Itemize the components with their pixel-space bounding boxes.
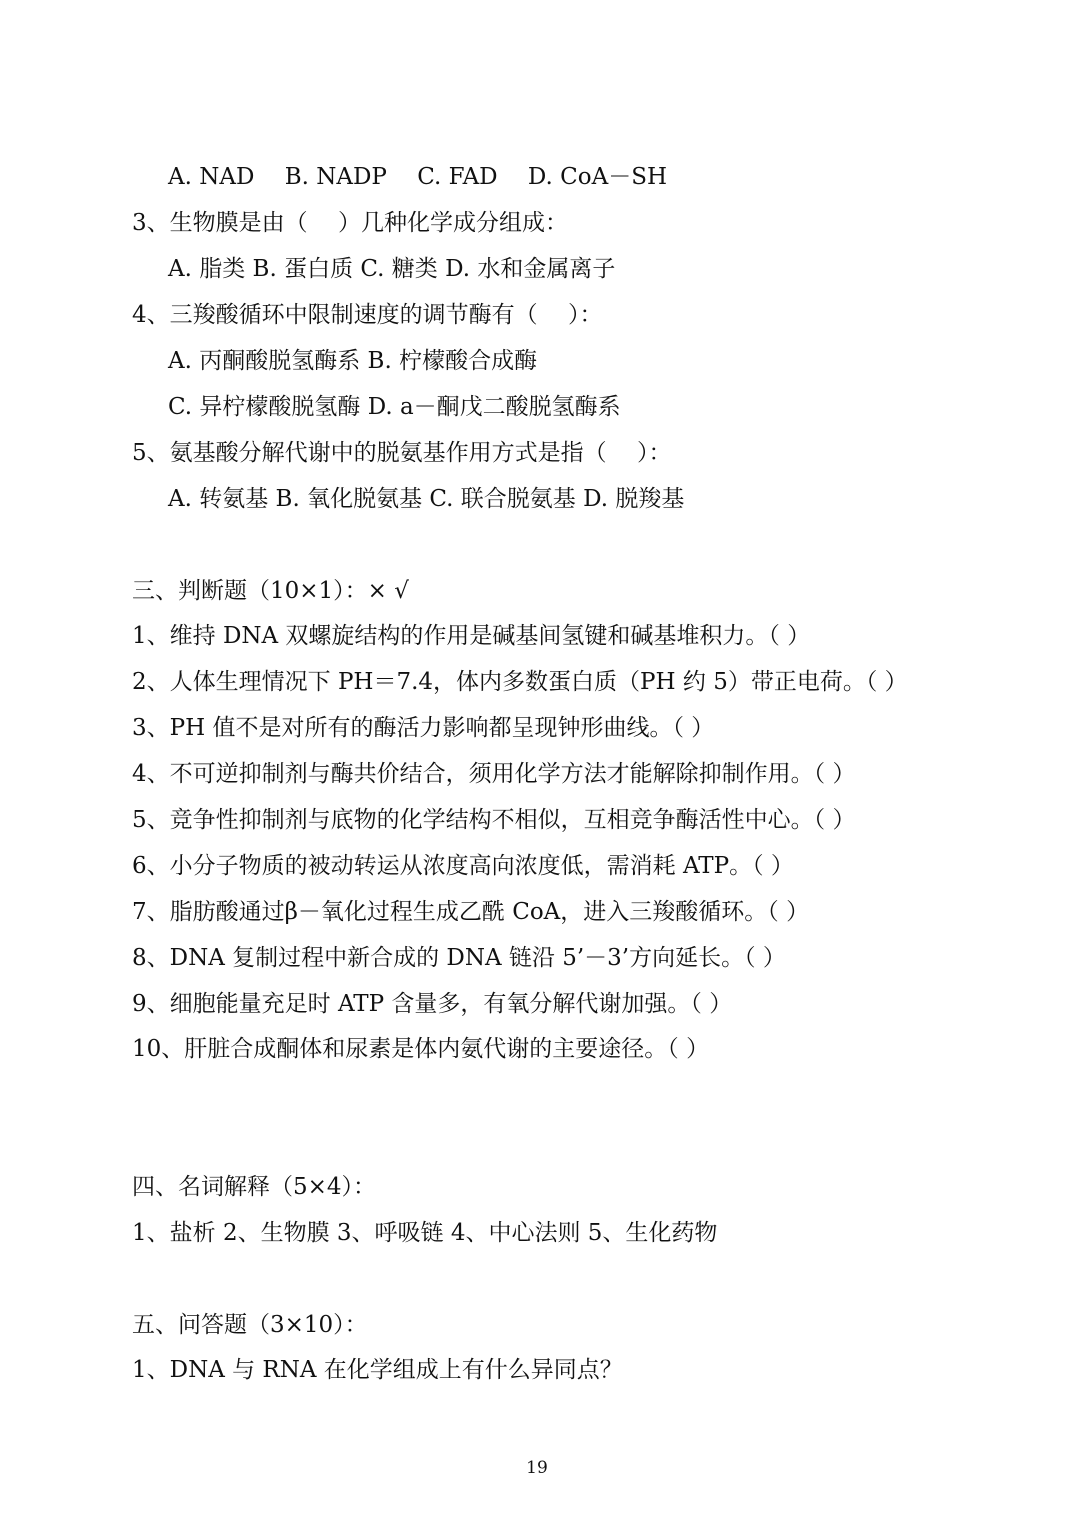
terms-list: 1、盐析 2、生物膜 3、呼吸链 4、中心法则 5、生化药物 bbox=[132, 1220, 718, 1246]
q2-options: A. NAD B. NADP C. FAD D. CoA－SH bbox=[168, 164, 668, 190]
tf-item-7: 7、脂肪酸通过β－氧化过程生成乙酰 CoA，进入三羧酸循环。（ ） bbox=[132, 899, 810, 925]
tf-item-6: 6、小分子物质的被动转运从浓度高向浓度低，需消耗 ATP。（ ） bbox=[132, 853, 794, 879]
page-number: 19 bbox=[526, 1458, 548, 1478]
tf-item-2: 2、人体生理情况下 PH＝7.4，体内多数蛋白质（PH 约 5）带正电荷。（ ） bbox=[132, 669, 908, 695]
tf-item-3: 3、PH 值不是对所有的酶活力影响都呈现钟形曲线。（ ） bbox=[132, 715, 715, 741]
tf-item-4: 4、不可逆抑制剂与酶共价结合，须用化学方法才能解除抑制作用。（ ） bbox=[132, 761, 856, 787]
q3-stem: 3、生物膜是由（ ）几种化学成分组成： bbox=[132, 210, 568, 236]
q4-options-1: A. 丙酮酸脱氢酶系 B. 柠檬酸合成酶 bbox=[168, 348, 538, 374]
q5-options: A. 转氨基 B. 氧化脱氨基 C. 联合脱氨基 D. 脱羧基 bbox=[168, 486, 685, 512]
section-heading-short-answer: 五、问答题（3×10）： bbox=[132, 1312, 368, 1338]
tf-item-1: 1、维持 DNA 双螺旋结构的作用是碱基间氢键和碱基堆积力。（ ） bbox=[132, 623, 811, 649]
tf-item-5: 5、竞争性抑制剂与底物的化学结构不相似，互相竞争酶活性中心。（ ） bbox=[132, 807, 856, 833]
section-heading-terms: 四、名词解释（5×4）： bbox=[132, 1174, 377, 1200]
q4-options-2: C. 异柠檬酸脱氢酶 D. a－酮戊二酸脱氢酶系 bbox=[168, 394, 621, 420]
q5-stem: 5、氨基酸分解代谢中的脱氨基作用方式是指（ ）： bbox=[132, 440, 672, 466]
q4-stem: 4、三羧酸循环中限制速度的调节酶有（ ）： bbox=[132, 302, 603, 328]
qa-item-1: 1、DNA 与 RNA 在化学组成上有什么异同点？ bbox=[132, 1357, 623, 1383]
q3-options: A. 脂类 B. 蛋白质 C. 糖类 D. 水和金属离子 bbox=[168, 256, 616, 282]
tf-item-10: 10、肝脏合成酮体和尿素是体内氨代谢的主要途径。（ ） bbox=[132, 1036, 710, 1062]
tf-item-9: 9、细胞能量充足时 ATP 含量多，有氧分解代谢加强。（ ） bbox=[132, 991, 733, 1017]
section-heading-true-false: 三、判断题（10×1）：× √ bbox=[132, 578, 409, 604]
tf-item-8: 8、DNA 复制过程中新合成的 DNA 链沿 5’－3’方向延长。（ ） bbox=[132, 945, 786, 971]
